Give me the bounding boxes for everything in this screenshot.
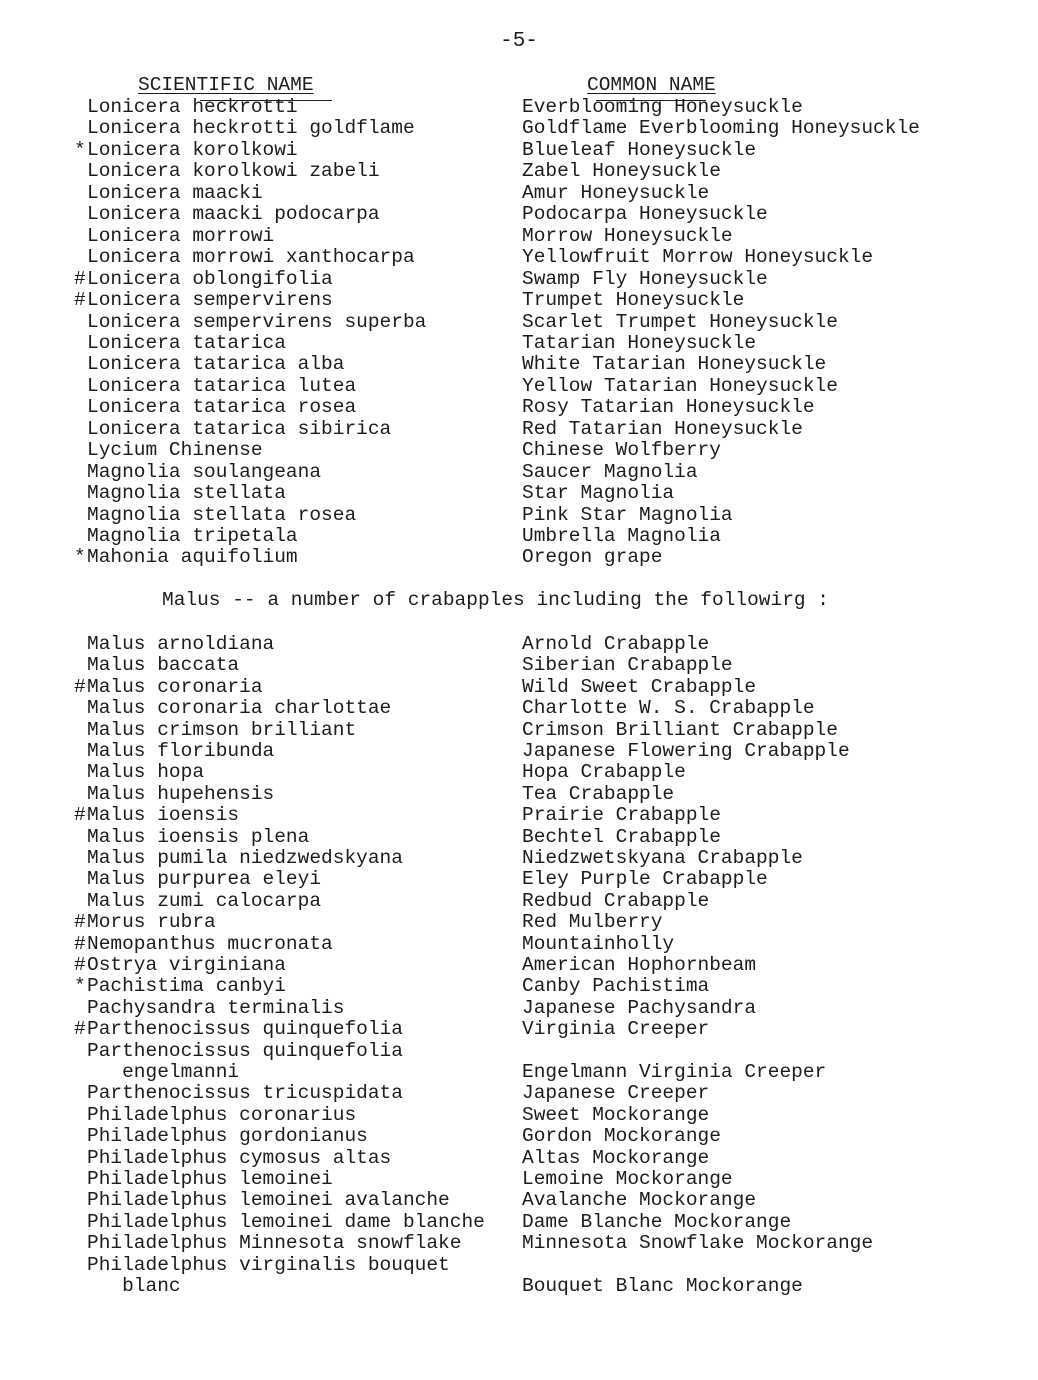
scientific-name-entry <box>74 1148 391 1169</box>
annotation-mark: * <box>74 546 86 569</box>
scientific-name-text: Malus floribunda <box>87 740 275 762</box>
scientific-name-text: Pachysandra terminalis <box>87 996 345 1019</box>
scientific-name-entry <box>74 1083 403 1104</box>
scientific-name-text: Magnolia stellata <box>87 482 286 505</box>
scientific-name-entry <box>74 440 263 461</box>
annotation-mark: # <box>74 804 86 827</box>
scientific-name-entry <box>74 784 274 805</box>
scientific-name-entry <box>74 720 356 741</box>
scientific-name-text: Malus pumila niedzwedskyana <box>87 847 403 869</box>
scientific-name-text: engelmanni <box>87 1061 240 1083</box>
common-name-entry: Goldflame Everblooming Honeysuckle <box>522 117 920 140</box>
common-name-header: COMMON NAME <box>587 74 716 96</box>
annotation-mark: # <box>74 675 86 698</box>
scientific-name-entry <box>74 912 216 933</box>
scientific-name-entry <box>74 1041 403 1062</box>
scientific-name-text: Malus arnoldiana <box>87 633 275 655</box>
scientific-name-entry <box>74 955 286 976</box>
scientific-name-text: Malus hupehensis <box>87 782 275 805</box>
scientific-name-entry <box>74 312 426 333</box>
scientific-name-entry <box>74 1105 356 1126</box>
scientific-name-entry <box>74 505 356 526</box>
scientific-name-text: Malus purpurea eleyi <box>87 868 322 891</box>
annotation-mark: # <box>74 954 86 976</box>
scientific-name-text: Lonicera tatarica lutea <box>87 374 357 397</box>
common-name-entry: Red Tatarian Honeysuckle <box>522 417 803 440</box>
scientific-name-text: Malus zumi calocarpa <box>87 889 322 912</box>
annotation-mark: # <box>74 289 86 312</box>
scientific-name-entry <box>74 462 321 483</box>
common-name-entry: Wild Sweet Crabapple <box>522 675 757 698</box>
common-name-entry: Sweet Mockorange <box>522 1103 710 1126</box>
scientific-name-text: Malus baccata <box>87 654 240 677</box>
common-name-entry: Trumpet Honeysuckle <box>522 289 745 312</box>
common-name-entry: Prairie Crabapple <box>522 804 721 827</box>
scientific-name-entry <box>74 1126 368 1147</box>
common-name-entry: Engelmann Virginia Creeper <box>522 1061 827 1083</box>
scientific-name-entry <box>74 827 309 848</box>
scientific-name-entry <box>74 1062 239 1083</box>
scientific-name-entry <box>74 354 344 375</box>
common-name-entry: Red Mulberry <box>522 911 663 934</box>
scientific-name-text: Lonicera tatarica <box>87 331 286 354</box>
scientific-name-text: Philadelphus gordonianus <box>87 1125 368 1148</box>
scientific-name-text: Mahonia aquifolium <box>87 546 298 569</box>
scientific-name-text: Magnolia stellata rosea <box>87 503 357 526</box>
scientific-name-text: Lonicera korolkowi <box>87 138 298 161</box>
common-name-entry: Minnesota Snowflake Mockorange <box>522 1232 874 1255</box>
malus-note: Malus -- a number of crabapples including the followirg : <box>162 589 830 611</box>
common-name-entry: Lemoine Mockorange <box>522 1168 733 1190</box>
common-name-entry: Yellowfruit Morrow Honeysuckle <box>522 246 874 269</box>
scientific-name-entry <box>74 869 321 890</box>
scientific-name-text: Philadelphus Minnesota snowflake <box>87 1232 462 1255</box>
common-name-entry: Pink Star Magnolia <box>522 503 733 526</box>
scientific-name-entry <box>74 934 333 955</box>
scientific-name-entry <box>74 397 356 418</box>
common-name-entry: Charlotte W. S. Crabapple <box>522 697 815 720</box>
common-name-entry: Niedzwetskyana Crabapple <box>522 847 803 869</box>
common-name-entry: Tea Crabapple <box>522 782 675 805</box>
scientific-name-entry <box>74 1019 403 1040</box>
scientific-name-entry <box>74 698 391 719</box>
scientific-name-entry <box>74 634 274 655</box>
scientific-name-entry <box>74 1190 450 1211</box>
common-name-entry: Arnold Crabapple <box>522 633 710 655</box>
common-name-entry: Dame Blanche Mockorange <box>522 1210 792 1233</box>
common-name-entry: Morrow Honeysuckle <box>522 224 733 247</box>
annotation-mark: # <box>74 911 86 934</box>
scientific-name-entry <box>74 118 415 139</box>
scientific-name-text: Lonicera heckrotti goldflame <box>87 117 415 140</box>
scientific-name-entry <box>74 998 344 1019</box>
common-name-entry: Siberian Crabapple <box>522 654 733 677</box>
scientific-name-text: Philadelphus virginalis bouquet <box>87 1253 450 1276</box>
scientific-name-text: Nemopanthus mucronata <box>87 932 333 955</box>
scientific-name-text: Lonicera morrowi <box>87 224 275 247</box>
scientific-name-entry <box>74 891 321 912</box>
scientific-name-text: Lycium Chinense <box>87 439 263 462</box>
scientific-name-text: Lonicera oblongifolia <box>87 267 333 290</box>
scientific-name-entry <box>74 483 286 504</box>
common-name-entry: Crimson Brilliant Crabapple <box>522 718 838 741</box>
scientific-name-text: blanc <box>87 1275 181 1297</box>
page-number: -5- <box>500 30 538 53</box>
scientific-name-text: Lonicera sempervirens <box>87 289 333 312</box>
common-name-entry: Yellow Tatarian Honeysuckle <box>522 374 838 397</box>
scientific-name-entry <box>74 161 380 182</box>
common-name-entry: Chinese Wolfberry <box>522 439 721 462</box>
scientific-name-text: Parthenocissus quinquefolia <box>87 1018 403 1041</box>
common-name-entry: Scarlet Trumpet Honeysuckle <box>522 310 838 333</box>
common-name-entry: Umbrella Magnolia <box>522 525 721 547</box>
scientific-name-entry <box>74 1212 485 1233</box>
common-name-entry: Tatarian Honeysuckle <box>522 331 757 354</box>
scientific-name-entry <box>74 376 356 397</box>
scientific-name-text: Lonicera tatarica sibirica <box>87 417 392 440</box>
common-name-entry: Rosy Tatarian Honeysuckle <box>522 396 815 419</box>
scientific-name-text: Malus coronaria charlottae <box>87 697 392 720</box>
scientific-name-entry <box>74 419 391 440</box>
common-name-entry: Star Magnolia <box>522 482 675 505</box>
scientific-name-text: Magnolia tripetala <box>87 525 298 547</box>
scientific-name-entry <box>74 247 415 268</box>
common-name-entry: Everblooming Honeysuckle <box>522 96 803 118</box>
scientific-name-text: Malus coronaria <box>87 675 263 698</box>
scientific-name-header: SCIENTIFIC NAME <box>138 74 314 96</box>
scientific-name-text: Lonicera sempervirens superba <box>87 310 427 333</box>
scientific-name-text: Morus rubra <box>87 911 216 934</box>
scientific-name-entry <box>74 976 286 997</box>
common-name-entry: Amur Honeysuckle <box>522 181 710 204</box>
scientific-name-entry <box>74 848 403 869</box>
scientific-name-text: Malus ioensis <box>87 804 240 827</box>
scientific-name-entry <box>74 226 274 247</box>
scientific-name-entry <box>74 290 333 311</box>
scientific-name-text: Philadelphus lemoinei avalanche <box>87 1189 450 1212</box>
scientific-name-text: Lonicera maacki podocarpa <box>87 203 380 226</box>
common-name-entry: Oregon grape <box>522 546 663 569</box>
scientific-name-entry <box>74 1276 181 1297</box>
common-name-entry: American Hophornbeam <box>522 954 757 976</box>
common-name-entry: White Tatarian Honeysuckle <box>522 353 827 376</box>
scientific-name-entry <box>74 183 263 204</box>
scientific-name-text: Pachistima canbyi <box>87 975 286 998</box>
scientific-name-text: Lonicera heckrotti <box>87 96 298 118</box>
scientific-name-text: Ostrya virginiana <box>87 954 286 976</box>
scientific-name-text: Philadelphus lemoinei <box>87 1168 333 1190</box>
scientific-name-entry <box>74 741 274 762</box>
scientific-name-text: Lonicera korolkowi zabeli <box>87 160 380 183</box>
common-name-entry: Japanese Pachysandra <box>522 996 757 1019</box>
scientific-name-entry <box>74 805 239 826</box>
common-name-entry: Japanese Flowering Crabapple <box>522 740 850 762</box>
scientific-name-entry <box>74 547 298 568</box>
common-name-entry: Zabel Honeysuckle <box>522 160 721 183</box>
scientific-name-entry <box>74 655 239 676</box>
scientific-name-text: Philadelphus lemoinei dame blanche <box>87 1210 485 1233</box>
annotation-mark: # <box>74 267 86 290</box>
common-name-entry: Gordon Mockorange <box>522 1125 721 1148</box>
scientific-name-text: Lonicera tatarica alba <box>87 353 345 376</box>
scientific-name-entry <box>74 1255 450 1276</box>
scientific-name-text: Parthenocissus tricuspidata <box>87 1082 403 1105</box>
scientific-name-text: Philadelphus coronarius <box>87 1103 357 1126</box>
scientific-name-entry <box>74 269 333 290</box>
scientific-name-text: Malus hopa <box>87 761 205 784</box>
scientific-name-text: Parthenocissus quinquefolia <box>87 1039 403 1062</box>
scientific-name-text: Lonicera maacki <box>87 181 263 204</box>
scientific-name-entry <box>74 140 298 161</box>
common-name-entry: Swamp Fly Honeysuckle <box>522 267 768 290</box>
annotation-mark: # <box>74 1018 86 1041</box>
scientific-name-text: Philadelphus cymosus altas <box>87 1146 392 1169</box>
common-name-entry: Eley Purple Crabapple <box>522 868 768 891</box>
annotation-mark: # <box>74 932 86 955</box>
common-name-entry: Redbud Crabapple <box>522 889 710 912</box>
annotation-mark: * <box>74 138 86 161</box>
scientific-name-entry <box>74 677 263 698</box>
common-name-entry: Blueleaf Honeysuckle <box>522 138 757 161</box>
common-name-entry: Virginia Creeper <box>522 1018 710 1041</box>
scientific-name-text: Malus crimson brilliant <box>87 718 357 741</box>
common-name-entry: Bechtel Crabapple <box>522 825 721 848</box>
scientific-name-text: Malus ioensis plena <box>87 825 310 848</box>
scientific-name-entry <box>74 1233 461 1254</box>
common-name-entry: Altas Mockorange <box>522 1146 710 1169</box>
scientific-name-text: Lonicera tatarica rosea <box>87 396 357 419</box>
scientific-name-entry <box>74 333 286 354</box>
common-name-entry: Japanese Creeper <box>522 1082 710 1105</box>
common-name-entry: Canby Pachistima <box>522 975 710 998</box>
scientific-name-entry <box>74 762 204 783</box>
scientific-name-entry <box>74 97 298 118</box>
common-name-entry: Podocarpa Honeysuckle <box>522 203 768 226</box>
annotation-mark: * <box>74 975 86 998</box>
common-name-entry: Hopa Crabapple <box>522 761 686 784</box>
scientific-name-text: Lonicera morrowi xanthocarpa <box>87 246 415 269</box>
common-name-entry: Avalanche Mockorange <box>522 1189 757 1212</box>
scientific-name-text: Magnolia soulangeana <box>87 460 322 483</box>
common-name-entry: Saucer Magnolia <box>522 460 698 483</box>
common-name-entry: Mountainholly <box>522 932 675 955</box>
scientific-name-entry <box>74 1169 333 1190</box>
common-name-entry: Bouquet Blanc Mockorange <box>522 1275 803 1297</box>
scientific-name-entry <box>74 204 380 225</box>
scientific-name-entry <box>74 526 298 547</box>
